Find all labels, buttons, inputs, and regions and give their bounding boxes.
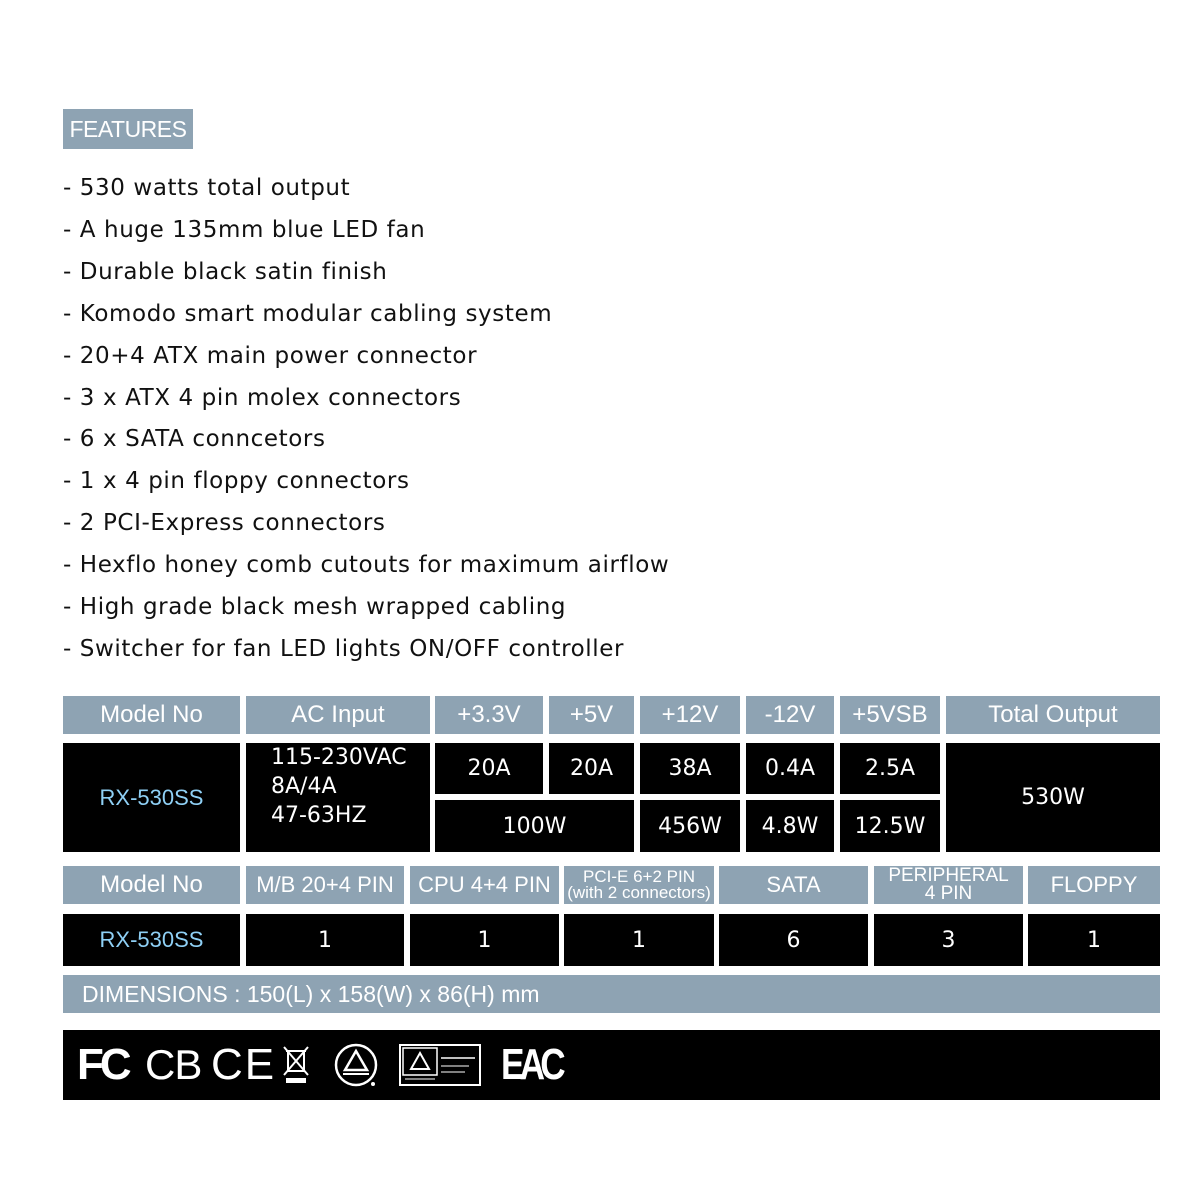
spec-header-12v: +12V: [640, 696, 740, 734]
feature-item: - 2 PCI-Express connectors: [63, 510, 386, 537]
conn-header-mb: M/B 20+4 PIN: [246, 866, 404, 904]
pcie-header-line1: PCI-E 6+2 PIN: [583, 867, 695, 886]
feature-item: - 1 x 4 pin floppy connectors: [63, 468, 410, 495]
conn-cpu-value: 1: [410, 914, 559, 966]
spec-header-ac-input: AC Input: [246, 696, 430, 734]
pcie-header-line2: (with 2 connectors): [567, 883, 711, 902]
spec-model-value: RX-530SS: [63, 743, 240, 852]
amps-5v: 20A: [549, 743, 634, 794]
conn-peripheral-value: 3: [874, 914, 1023, 966]
amps-12v: 38A: [640, 743, 740, 794]
conn-sata-value: 6: [719, 914, 868, 966]
watts-5vsb: 12.5W: [840, 800, 940, 852]
conn-pcie-value: 1: [564, 914, 714, 966]
conn-header-peripheral: [874, 866, 1023, 904]
feature-item: - 20+4 ATX main power connector: [63, 342, 478, 369]
eac-icon: EAC: [501, 1040, 561, 1089]
feature-item: - 6 x SATA conncetors: [63, 426, 326, 453]
spec-header-5vsb: +5VSB: [840, 696, 940, 734]
watts-12v: 456W: [640, 800, 740, 852]
certification-strip: [63, 1030, 1160, 1100]
spec-header-neg12v: -12V: [746, 696, 834, 734]
watts-3v3-5v-combined: 100W: [435, 800, 634, 852]
feature-item: - Hexflo honey comb cutouts for maximum airflow: [63, 552, 670, 579]
conn-mb-value: 1: [246, 914, 404, 966]
feature-item: - Durable black satin finish: [63, 258, 388, 285]
conn-header-pcie: [564, 866, 714, 904]
conn-header-cpu: CPU 4+4 PIN: [410, 866, 559, 904]
ac-voltage: 115-230VAC: [271, 745, 407, 770]
dimensions-bar: DIMENSIONS : 150(L) x 158(W) x 86(H) mm: [63, 975, 1160, 1013]
tuv-cert-box-icon: [399, 1030, 481, 1100]
spec-header-5v: +5V: [549, 696, 634, 734]
ac-current: 8A/4A: [271, 774, 337, 799]
weee-icon: [281, 1030, 311, 1100]
features-list: [63, 168, 669, 671]
peripheral-header-line2: 4 PIN: [924, 883, 973, 904]
conn-header-floppy: FLOPPY: [1028, 866, 1160, 904]
conn-header-sata: SATA: [719, 866, 868, 904]
spec-ac-input-value: [246, 743, 430, 852]
conn-header-model: Model No: [63, 866, 240, 904]
feature-item: - 3 x ATX 4 pin molex connectors: [63, 384, 462, 411]
fc-logo: FC: [77, 1040, 128, 1089]
cb-logo: CB: [145, 1041, 202, 1088]
ac-frequency: 47-63HZ: [271, 803, 367, 828]
total-output-value: 530W: [946, 743, 1160, 852]
ce-logo: CE: [211, 1040, 277, 1089]
feature-item: - 530 watts total output: [63, 175, 351, 201]
conn-floppy-value: 1: [1028, 914, 1160, 966]
amps-5vsb: 2.5A: [840, 743, 940, 794]
features-badge: FEATURES: [63, 109, 193, 149]
conn-model-value: RX-530SS: [63, 914, 240, 966]
spec-header-3v3: +3.3V: [435, 696, 543, 734]
feature-item: - Switcher for fan LED lights ON/OFF controller: [63, 635, 625, 662]
feature-item: - High grade black mesh wrapped cabling: [63, 594, 567, 621]
spec-header-model: Model No: [63, 696, 240, 734]
watts-neg12v: 4.8W: [746, 800, 834, 852]
amps-neg12v: 0.4A: [746, 743, 834, 794]
feature-item: - Komodo smart modular cabling system: [63, 300, 553, 327]
amps-3v3: 20A: [435, 743, 543, 794]
feature-item: - A huge 135mm blue LED fan: [63, 216, 426, 243]
tuv-icon: [331, 1030, 381, 1100]
peripheral-header-line1: PERIPHERAL: [888, 865, 1009, 886]
spec-header-total: Total Output: [946, 696, 1160, 734]
